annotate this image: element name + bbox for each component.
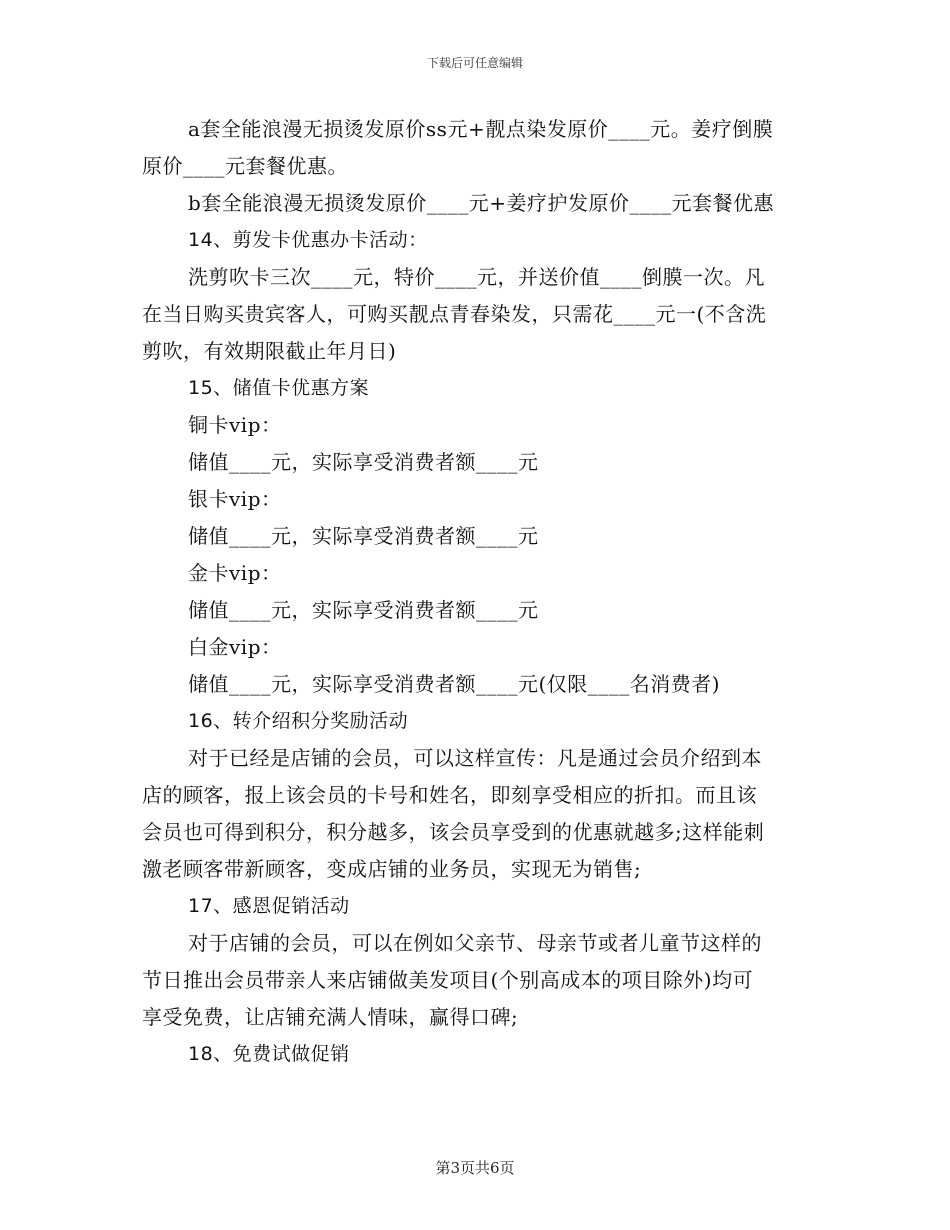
paragraph-line: 原价____元套餐优惠。	[142, 154, 348, 178]
paragraph-line: 对于已经是店铺的会员，可以这样宣传：凡是通过会员介绍到本	[188, 746, 762, 770]
paragraph-line: 在当日购买贵宾客人，可购买靓点青春染发，只需花____元一(不含洗	[142, 302, 767, 326]
section-heading-16: 16、转介绍积分奖励活动	[188, 710, 409, 732]
paragraph-line: 对于店铺的会员，可以在例如父亲节、母亲节或者儿童节这样的	[188, 931, 762, 955]
paragraph-line: 会员也可得到积分，积分越多，该会员享受到的优惠就越多;这样能刺	[142, 820, 765, 844]
card-tier-label: 银卡vip：	[188, 487, 282, 511]
paragraph-line: b套全能浪漫无损烫发原价____元+姜疗护发原价____元套餐优惠	[188, 191, 775, 215]
paragraph-line: 储值____元，实际享受消费者额____元	[188, 598, 539, 622]
section-heading-18: 18、免费试做促销	[188, 1043, 350, 1065]
page-footer: 第3页共6页	[435, 1159, 515, 1177]
paragraph-line: 激老顾客带新顾客，变成店铺的业务员，实现无为销售;	[142, 857, 642, 881]
paragraph-line: 储值____元，实际享受消费者额____元	[188, 524, 539, 548]
section-heading-14: 14、剪发卡优惠办卡活动：	[188, 229, 428, 251]
section-heading-17: 17、感恩促销活动	[188, 895, 350, 917]
paragraph-line: a套全能浪漫无损烫发原价ss元+靓点染发原价____元。姜疗倒膜	[188, 117, 774, 141]
paragraph-line: 享受免费，让店铺充满人情味，赢得口碑;	[142, 1005, 519, 1029]
paragraph-line: 店的顾客，报上该会员的卡号和姓名，即刻享受相应的折扣。而且该	[142, 783, 757, 807]
card-tier-label: 金卡vip：	[188, 561, 282, 585]
card-tier-label: 白金vip：	[188, 635, 282, 659]
paragraph-line: 储值____元，实际享受消费者额____元(仅限____名消费者)	[188, 672, 721, 696]
paragraph-line: 节日推出会员带亲人来店铺做美发项目(个别高成本的项目除外)均可	[142, 968, 754, 992]
document-body	[142, 111, 810, 1073]
paragraph-line: 储值____元，实际享受消费者额____元	[188, 450, 539, 474]
card-tier-label: 铜卡vip：	[188, 413, 282, 437]
paragraph-line: 剪吹，有效期限截止年月日)	[142, 339, 397, 363]
paragraph-line: 洗剪吹卡三次____元，特价____元，并送价值____倒膜一次。凡	[188, 265, 765, 289]
section-heading-15: 15、储值卡优惠方案	[188, 377, 370, 399]
page-header: 下载后可任意编辑	[426, 56, 523, 70]
